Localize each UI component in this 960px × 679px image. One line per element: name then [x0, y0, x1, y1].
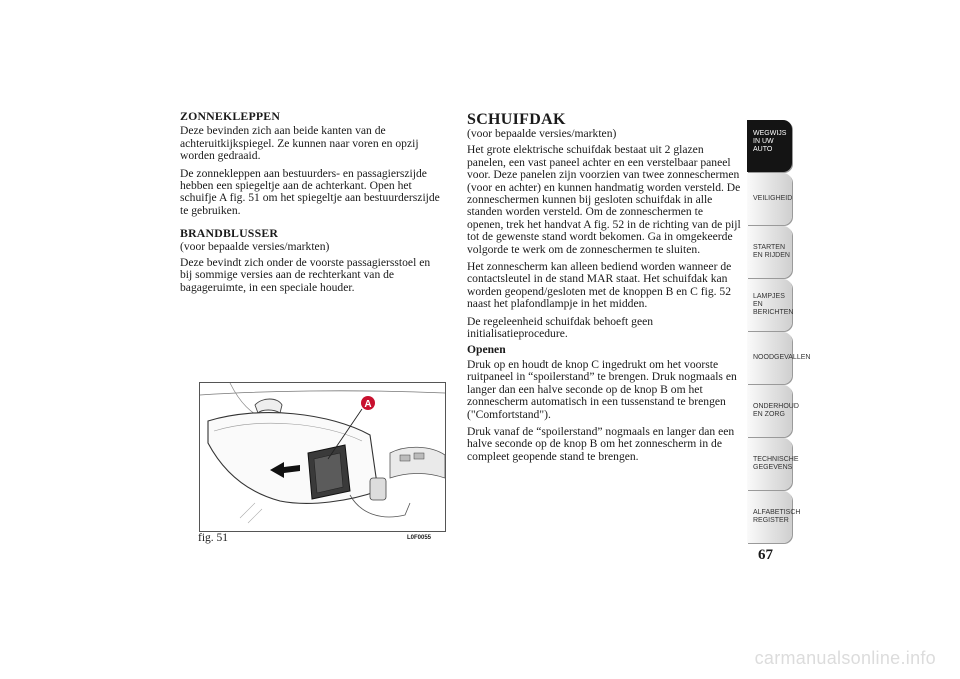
right-column: [467, 112, 742, 468]
callout-a-label: A: [364, 399, 372, 410]
tab-starten-en-rijden[interactable]: [747, 226, 792, 278]
tab-label: TECHNISCHE GEGEVENS: [753, 456, 799, 471]
paragraph: De regeleenheid schuifdak behoeft geen initialisatieprocedure.: [467, 314, 654, 341]
tab-label: NOODGEVALLEN: [753, 354, 811, 361]
section-heading-zonnekleppen: ZONNEKLEPPEN: [180, 109, 281, 123]
tab-label: VEILIGHEID: [753, 195, 793, 202]
tab-noodgevallen[interactable]: [747, 332, 811, 384]
sun-visor-illustration: [200, 383, 445, 531]
figure-caption: fig. 51: [198, 532, 229, 544]
tab-label: ALFABETISCH REGISTER: [753, 509, 801, 524]
tab-wegwijs-in-uw-auto[interactable]: [747, 120, 792, 172]
section-subtitle: (voor bepaalde versies/markten): [467, 127, 617, 140]
paragraph: Deze bevindt zich onder de voorste passagiersstoel en bij sommige versies aan de rechterkant van de bagageruimte, in een speciale houder.: [180, 256, 431, 294]
figure-sun-visor: [199, 382, 446, 532]
tab-lampjes-en-berichten[interactable]: [747, 279, 792, 331]
watermark: carmanualsonline.info: [754, 648, 936, 668]
tab-veiligheid[interactable]: [747, 173, 792, 225]
page-number: 67: [758, 547, 773, 563]
section-heading-schuifdak: SCHUIFDAK: [467, 111, 566, 128]
paragraph: Deze bevinden zich aan beide kanten van de achteruitkijkspiegel. Ze kunnen naar voren en opzij worden gedraaid.: [180, 124, 419, 163]
paragraph: Het zonnescherm kan alleen bediend worden wanneer de contactsleutel in de stand MAR staat. Het schuifdak kan worden geopend/gesloten met de knoppen B en C fig. 52 naast het plafondlampje in het midden.: [467, 260, 732, 311]
section-heading-brandblusser: BRANDBLUSSER: [180, 226, 279, 241]
figure-code: L0F0055: [407, 535, 432, 541]
section-subtitle: (voor bepaalde versies/markten): [180, 239, 330, 253]
paragraph: Druk op en houdt de knop C ingedrukt om het voorste ruitpaneel in “spoilerstand” te brengen. Druk nogmaals en langer dan een halve seconde op de knop B om het zonnescherm automatisch in een tussenstand te brengen ("Comfortstand").: [467, 357, 737, 421]
paragraph: Druk vanaf de “spoilerstand” nogmaals en langer dan een halve seconde op de knop B om het zonnescherm in de compleet geopende stand te brengen.: [467, 424, 735, 463]
paragraph: De zonnekleppen aan bestuurders- en passagierszijde hebben een spiegeltje aan de achterkant. Open het schuifje A fig. 51 om het spiegeltje aan bestuurderszijde te gebruiken.: [180, 166, 440, 217]
tab-label: ONDERHOUD EN ZORG: [753, 403, 799, 418]
tab-onderhoud-en-zorg[interactable]: [747, 385, 799, 437]
tab-label: WEGWIJS IN UW AUTO: [753, 130, 787, 153]
paragraph: Het grote elektrische schuifdak bestaat uit 2 glazen panelen, een vast paneel achter en een verstelbaar paneel voor. Deze panelen zijn voorzien van twee zonneschermen (voor en achter) en kunnen handmatig worden versteld. De zonneschermen kunnen bij gesloten schuifdak in alle standen worden versteld. Om de zonneschermen te openen, trek het handvat A fig. 52 in de richting van de pijl tot de gewenste stand wordt bekomen. Ga in omgekeerde volgorde te werk om de zonneschermen te sluiten.: [467, 143, 741, 256]
tab-label: STARTEN EN RIJDEN: [753, 244, 790, 259]
tab-alfabetisch-register[interactable]: [747, 491, 801, 543]
subheading-openen: Openen: [467, 342, 506, 356]
tab-label: LAMPJES EN BERICHTEN: [753, 293, 794, 316]
tab-technische-gegevens[interactable]: [747, 438, 799, 490]
left-column: [180, 110, 445, 299]
chapter-tabs: [747, 120, 811, 544]
